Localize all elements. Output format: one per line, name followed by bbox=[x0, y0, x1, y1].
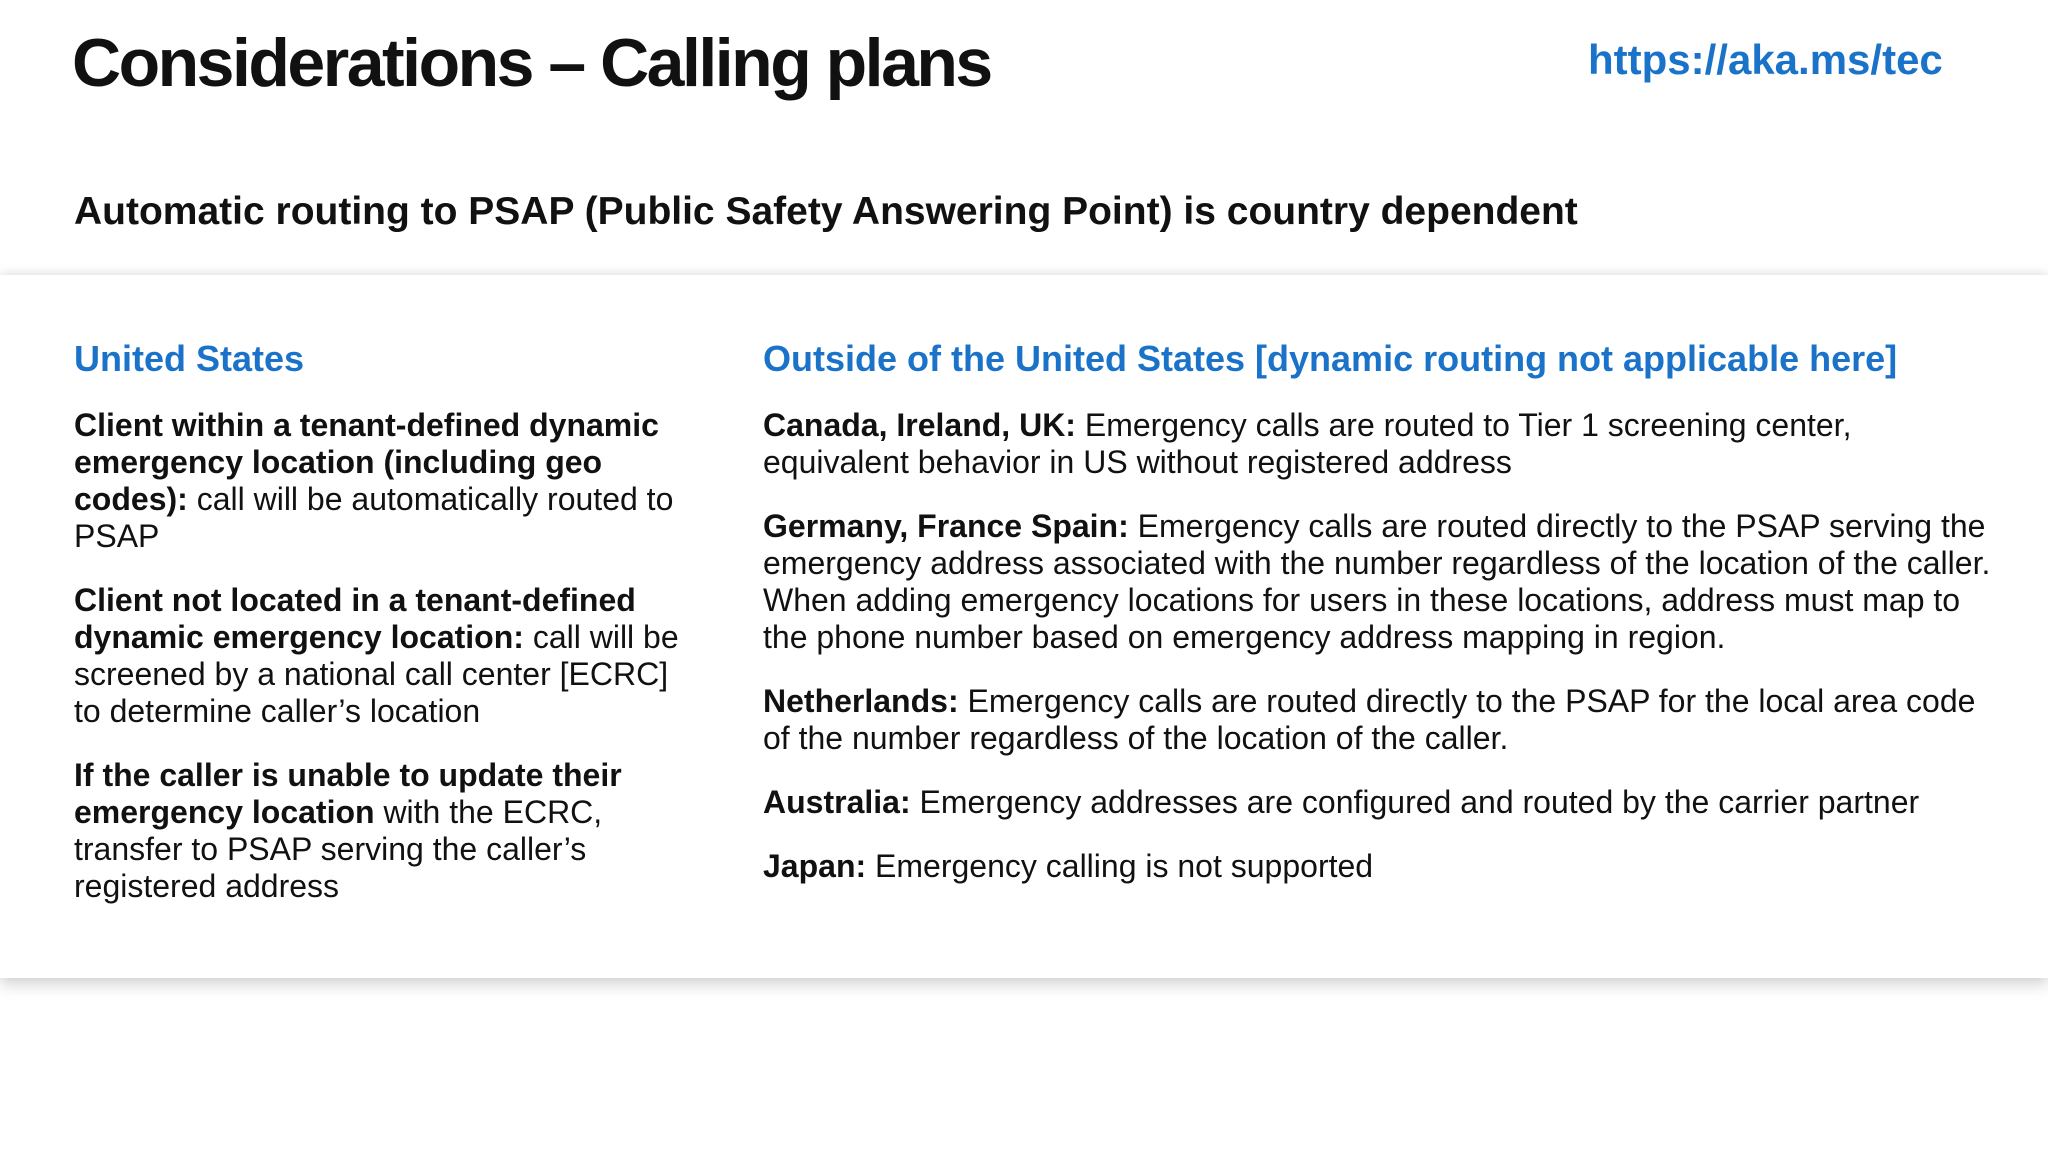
united-states-heading: United States bbox=[74, 338, 305, 379]
reference-link[interactable]: https://aka.ms/tec bbox=[1588, 36, 1943, 83]
united-states-column bbox=[74, 335, 694, 932]
item-lead: If the caller is unable to update their emergency location bbox=[74, 757, 622, 830]
item-body: Emergency calls are routed directly to the PSAP for the local area code of the number regardless of the location of the caller. bbox=[763, 683, 1976, 756]
item-lead: Client not located in a tenant-defined dynamic emergency location: bbox=[74, 582, 636, 655]
slide-subtitle: Automatic routing to PSAP (Public Safety Answering Point) is country dependent bbox=[74, 190, 1578, 233]
us-item-not-located bbox=[74, 582, 694, 730]
item-body: call will be screened by a national call center [ECRC] to determine caller’s location bbox=[74, 619, 679, 729]
country-item-japan bbox=[763, 848, 2003, 885]
outside-us-heading: Outside of the United States [dynamic routing not applicable here] bbox=[763, 338, 1898, 379]
item-body: Emergency calls are routed directly to the PSAP serving the emergency address associated with the number regardless of the location of the caller. When adding emergency locations for users in these locations, address must map to the phone number based on emergency address mapping in region. bbox=[763, 508, 1991, 655]
outside-us-column bbox=[763, 335, 2003, 912]
us-item-unable-to-update bbox=[74, 757, 694, 905]
item-body: Emergency calls are routed to Tier 1 screening center, equivalent behavior in US without registered address bbox=[763, 407, 1852, 480]
content-card bbox=[0, 275, 2048, 978]
item-lead: Client within a tenant-defined dynamic emergency location (including geo codes): bbox=[74, 407, 659, 517]
slide-title: Considerations – Calling plans bbox=[72, 25, 991, 101]
item-lead: Japan: bbox=[763, 848, 867, 884]
item-body: Emergency calling is not supported bbox=[866, 848, 1374, 884]
item-lead: Canada, Ireland, UK: bbox=[763, 407, 1076, 443]
country-item-netherlands bbox=[763, 683, 2003, 757]
item-lead: Australia: bbox=[763, 784, 911, 820]
country-item-canada-ireland-uk bbox=[763, 407, 2003, 481]
us-item-dynamic-location bbox=[74, 407, 694, 555]
item-body: with the ECRC, transfer to PSAP serving the caller’s registered address bbox=[74, 794, 603, 904]
item-lead: Netherlands: bbox=[763, 683, 959, 719]
item-body: Emergency addresses are configured and routed by the carrier partner bbox=[910, 784, 1920, 820]
item-lead: Germany, France Spain: bbox=[763, 508, 1129, 544]
country-item-germany-france-spain bbox=[763, 508, 2003, 656]
country-item-australia bbox=[763, 784, 2003, 821]
item-body: call will be automatically routed to PSAP bbox=[74, 481, 674, 554]
